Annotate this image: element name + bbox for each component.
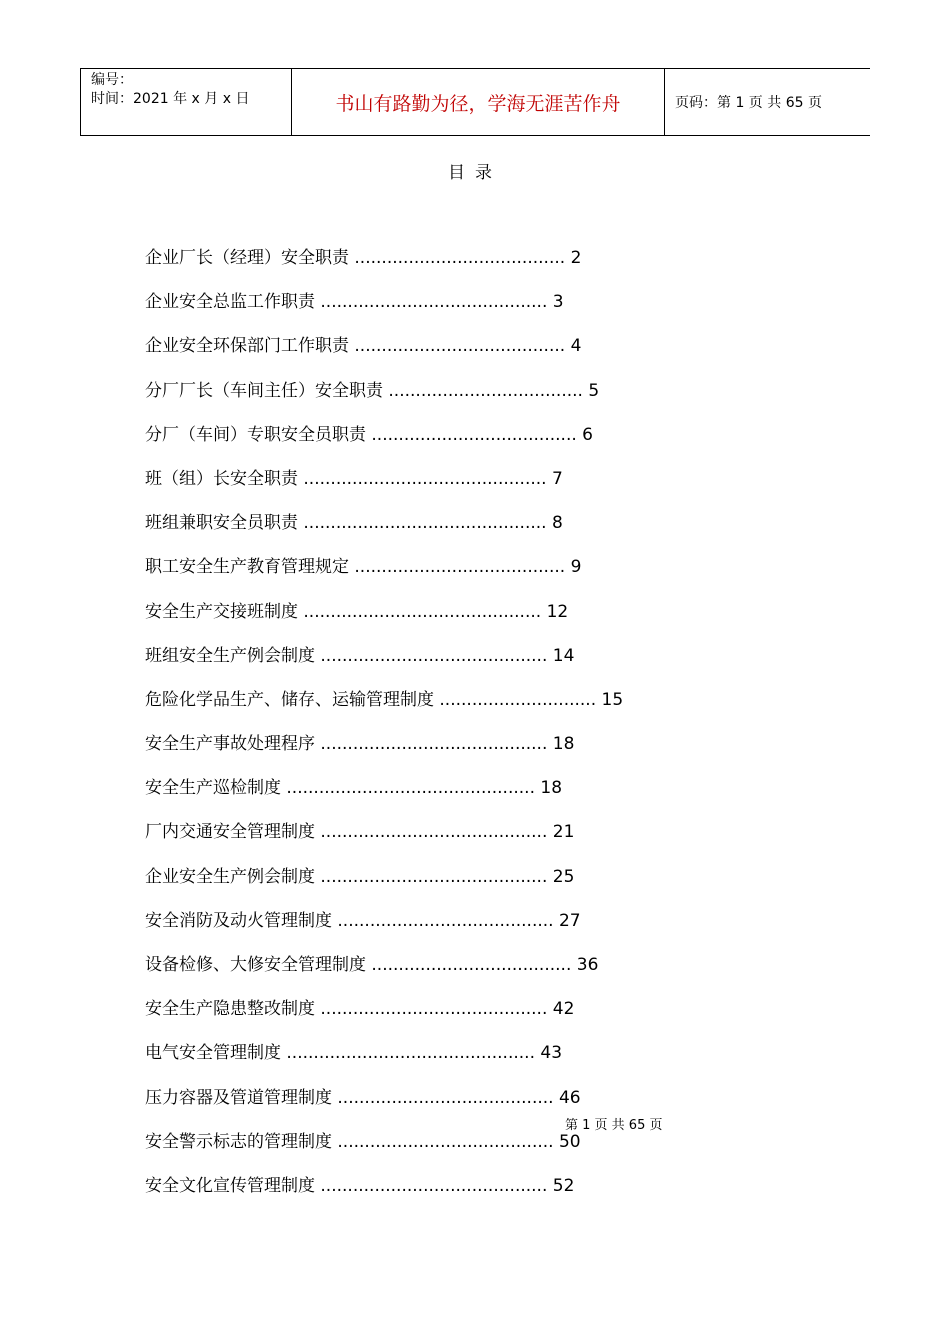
toc-entry-page: 5 xyxy=(588,380,600,401)
toc-leader-dots: .......................................... xyxy=(315,866,553,887)
toc-entry[interactable] xyxy=(145,730,623,774)
toc-entry-page: 15 xyxy=(601,689,624,710)
toc-entry-title: 压力容器及管道管理制度 xyxy=(145,1087,332,1108)
header-meta-cell xyxy=(81,69,292,136)
toc-entry-title: 电气安全管理制度 xyxy=(145,1043,281,1064)
toc-leader-dots: ..................................... xyxy=(366,955,577,975)
toc-leader-dots: ........................................ xyxy=(332,1087,559,1108)
toc-entry[interactable] xyxy=(145,1172,623,1216)
toc-entry[interactable] xyxy=(145,332,623,376)
toc-leader-dots: ............................................. xyxy=(298,468,552,489)
toc-entry[interactable] xyxy=(145,244,623,288)
toc-leader-dots: ....................................... xyxy=(349,336,571,357)
toc-leader-dots: ............................................. xyxy=(298,513,552,534)
toc-entry[interactable] xyxy=(145,509,623,553)
toc-leader-dots: .............................................. xyxy=(281,1043,541,1064)
toc-entry[interactable] xyxy=(145,907,623,951)
toc-leader-dots: .......................................... xyxy=(315,822,553,843)
toc-entry-page: 6 xyxy=(582,424,593,445)
toc-entry[interactable] xyxy=(145,951,623,995)
time-label: 时间：2021 年 x 月 x 日 xyxy=(91,91,250,107)
toc-entry-title: 安全警示标志的管理制度 xyxy=(145,1131,332,1152)
toc-entry-page: 42 xyxy=(552,999,575,1020)
toc-entry[interactable] xyxy=(145,465,623,509)
toc-entry-title: 安全生产巡检制度 xyxy=(145,778,281,799)
toc-entry-page: 50 xyxy=(558,1131,581,1152)
toc-leader-dots: .......................................... xyxy=(315,734,553,755)
toc-entry-page: 43 xyxy=(540,1043,563,1064)
toc-leader-dots: ....................................... xyxy=(349,248,571,268)
toc-entry-title: 分厂（车间）专职安全员职责 xyxy=(145,424,366,445)
motto-text: 书山有路勤为径，学海无涯苦作舟 xyxy=(335,92,621,115)
toc-entry-title: 设备检修、大修安全管理制度 xyxy=(145,955,366,975)
toc-entry-page: 27 xyxy=(558,910,581,931)
page-footer: 第 1 页 共 65 页 xyxy=(565,1118,663,1133)
toc-leader-dots: ........................................ xyxy=(332,910,559,931)
toc-leader-dots: .............................................. xyxy=(281,778,541,799)
toc-leader-dots: .......................................... xyxy=(315,1175,553,1196)
toc-leader-dots: .......................................... xyxy=(315,645,553,666)
toc-entry-title: 安全生产隐患整改制度 xyxy=(145,999,315,1020)
toc-entry-page: 4 xyxy=(570,336,582,357)
toc-entry-title: 安全生产交接班制度 xyxy=(145,601,298,622)
toc-leader-dots: ...................................... xyxy=(366,424,583,445)
toc-entry[interactable] xyxy=(145,421,623,465)
toc-entry-page: 14 xyxy=(552,645,575,666)
toc-entry-title: 班组兼职安全员职责 xyxy=(145,513,298,534)
toc-entry-title: 安全消防及动火管理制度 xyxy=(145,910,332,931)
toc-entry-page: 9 xyxy=(570,557,582,578)
toc-entry-page: 52 xyxy=(552,1175,575,1196)
toc-entry-page: 36 xyxy=(576,955,599,975)
toc-entry[interactable] xyxy=(145,377,623,421)
number-label: 编号： xyxy=(91,72,133,88)
toc-entry[interactable] xyxy=(145,686,623,730)
toc-entry-page: 21 xyxy=(552,822,575,843)
toc-entry-title: 职工安全生产教育管理规定 xyxy=(145,557,349,578)
toc-leader-dots: ........................................ xyxy=(332,1131,559,1152)
toc-entry-title: 安全生产事故处理程序 xyxy=(145,734,315,755)
toc-entry-page: 18 xyxy=(540,778,563,799)
toc-entry-title: 分厂厂长（车间主任）安全职责 xyxy=(145,380,383,401)
toc-entry-title: 企业安全环保部门工作职责 xyxy=(145,336,349,357)
toc-entry-page: 46 xyxy=(558,1087,581,1108)
toc-entry-page: 18 xyxy=(552,734,575,755)
toc-entry[interactable] xyxy=(145,642,623,686)
toc-entry-title: 厂内交通安全管理制度 xyxy=(145,822,315,843)
toc-entry[interactable] xyxy=(145,774,623,818)
toc-entry-title: 企业安全生产例会制度 xyxy=(145,866,315,887)
toc-entry[interactable] xyxy=(145,995,623,1039)
toc-entry-page: 7 xyxy=(551,468,563,489)
toc-entry[interactable] xyxy=(145,553,623,597)
page-info-text: 页码：第 1 页 共 65 页 xyxy=(675,95,822,111)
motto-cell xyxy=(292,69,665,136)
toc-entry-title: 安全文化宣传管理制度 xyxy=(145,1175,315,1196)
toc-entry[interactable] xyxy=(145,288,623,332)
toc-entry-page: 12 xyxy=(546,601,569,622)
toc-entry-page: 3 xyxy=(552,292,564,313)
toc-leader-dots: ............................. xyxy=(434,689,602,710)
toc-title: 目录 xyxy=(448,163,502,183)
toc-entry-page: 25 xyxy=(552,866,575,887)
toc-entry[interactable] xyxy=(145,1039,623,1083)
toc-entry-title: 班组安全生产例会制度 xyxy=(145,645,315,666)
toc-entry[interactable] xyxy=(145,598,623,642)
toc-entry-page: 2 xyxy=(570,248,582,268)
toc-leader-dots: .......................................... xyxy=(315,292,553,313)
toc-entry[interactable] xyxy=(145,818,623,862)
toc-entry-title: 企业安全总监工作职责 xyxy=(145,292,315,313)
toc-entry-title: 企业厂长（经理）安全职责 xyxy=(145,248,349,268)
toc-entry[interactable] xyxy=(145,1128,623,1172)
toc-leader-dots: ....................................... xyxy=(349,557,571,578)
toc-entry[interactable] xyxy=(145,863,623,907)
page-info-cell xyxy=(665,69,871,136)
toc-entry-page: 8 xyxy=(551,513,563,534)
table-of-contents xyxy=(145,244,623,1216)
toc-entry[interactable] xyxy=(145,1084,623,1128)
toc-leader-dots: .......................................... xyxy=(315,999,553,1020)
header-table xyxy=(80,68,870,136)
toc-entry-title: 班（组）长安全职责 xyxy=(145,468,298,489)
toc-entry-title: 危险化学品生产、储存、运输管理制度 xyxy=(145,689,434,710)
toc-leader-dots: ............................................ xyxy=(298,601,547,622)
toc-leader-dots: .................................... xyxy=(383,380,589,401)
